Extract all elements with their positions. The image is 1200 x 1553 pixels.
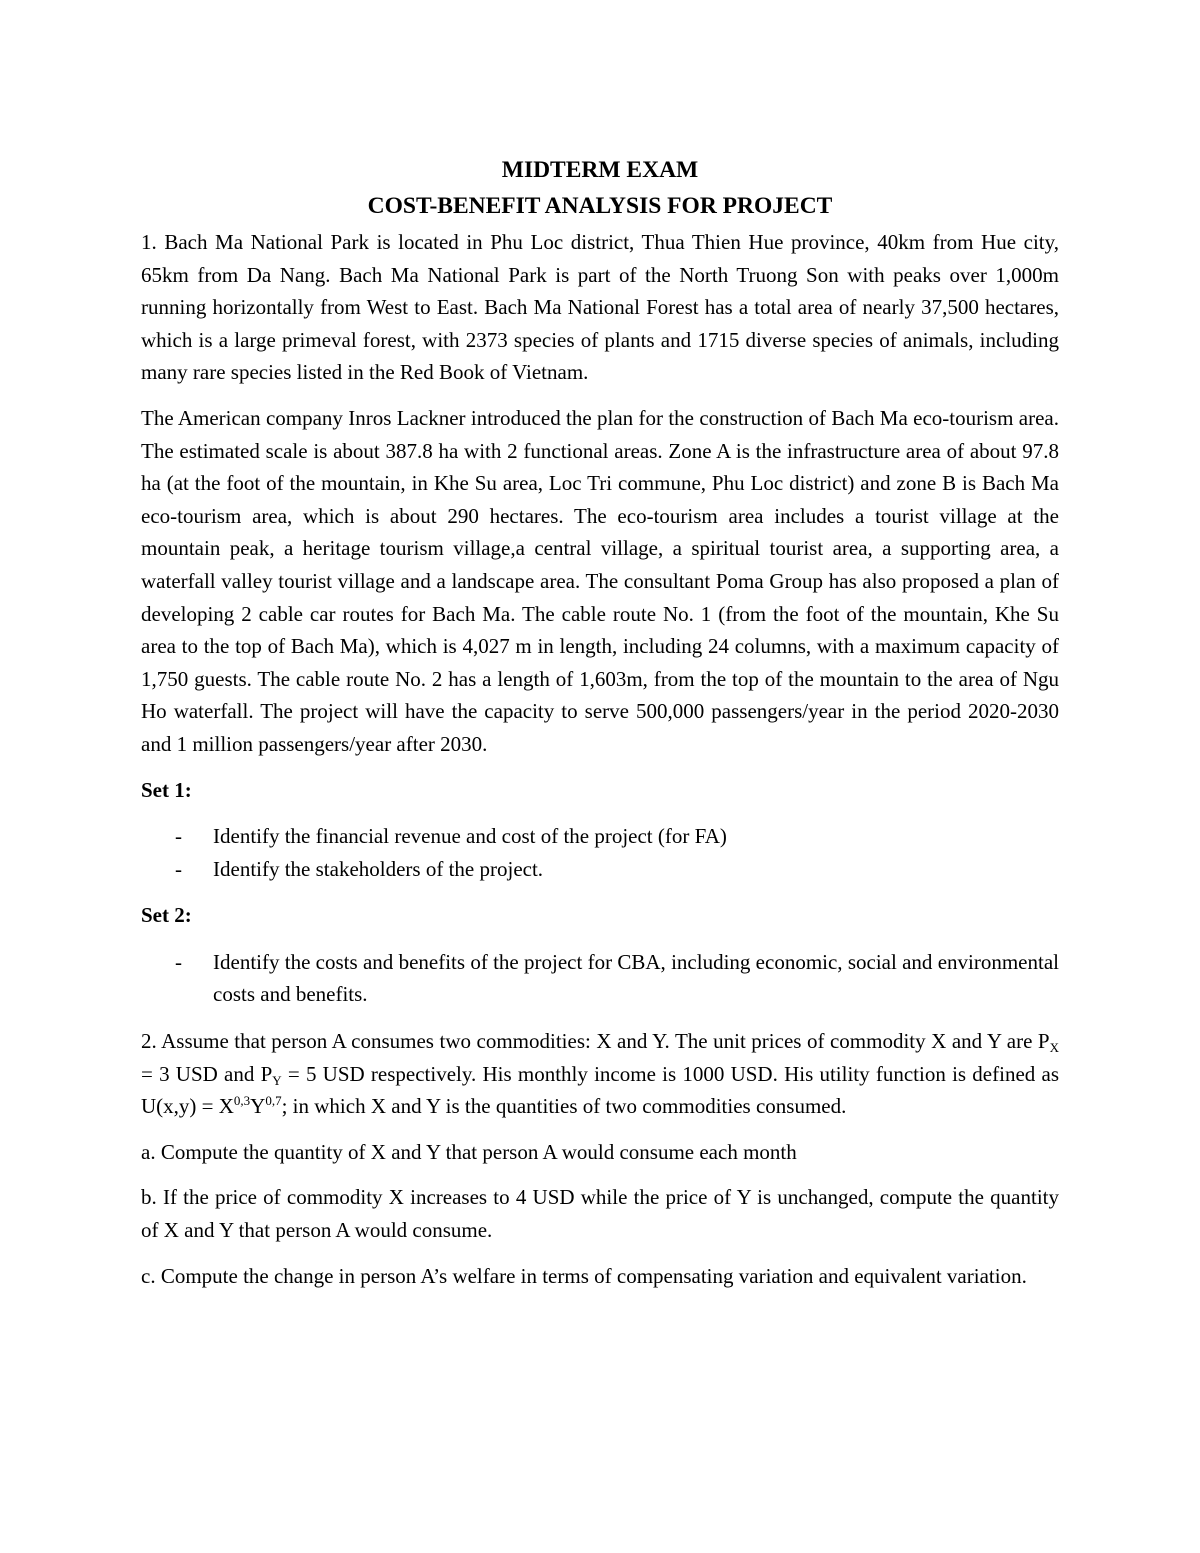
- dash-bullet: -: [175, 824, 182, 849]
- list-item: [141, 946, 1059, 1011]
- exponent-y: 0,7: [265, 1093, 282, 1109]
- set-1-heading: Set 1:: [141, 777, 192, 802]
- question-2-text-a: 2. Assume that person A consumes two commodities: X and Y. The unit prices of commodity X and Y are P: [141, 1029, 1050, 1054]
- question-1-intro: 1. Bach Ma National Park is located in Phu Loc district, Thua Thien Hue province, 40km from Hue city, 65km from Da Nang. Bach Ma National Park is part of the North Truong Son with peaks over 1,000m running horizontally from West to East. Bach Ma National Forest has a total area of nearly 37,500 hectares, which is a large primeval forest, with 2373 species of plants and 1715 diverse species of animals, including many rare species listed in the Red Book of Vietnam.: [141, 230, 1059, 385]
- dash-bullet: -: [175, 949, 182, 974]
- question-2-part-c: c. Compute the change in person A’s welfare in terms of compensating variation and equivalent variation.: [141, 1263, 1027, 1288]
- exam-subtitle: COST-BENEFIT ANALYSIS FOR PROJECT: [367, 193, 833, 219]
- list-item-text: Identify the financial revenue and cost of the project (for FA): [213, 824, 727, 849]
- question-2-intro: [141, 1025, 1059, 1123]
- question-2-part-a: a. Compute the quantity of X and Y that person A would consume each month: [141, 1139, 797, 1164]
- question-2-text-d: Y: [250, 1094, 266, 1119]
- set-2-heading: Set 2:: [141, 903, 192, 928]
- list-item-text: Identify the stakeholders of the project.: [213, 856, 544, 881]
- price-y-subscript: Y: [272, 1072, 282, 1088]
- question-1-body: The American company Inros Lackner introduced the plan for the construction of Bach Ma eco-tourism area. The estimated scale is about 387.8 ha with 2 functional areas. Zone A is the infrastructure area of about 97.8 ha (at the foot of the mountain, in Khe Su area, Loc Tri commune, Phu Loc district) and zone B is Bach Ma eco-tourism area, which is about 290 hectares. The eco-tourism area includes a tourist village at the mountain peak, a heritage tourism village,a central village, a spiritual tourist area, a supporting area, a waterfall valley tourist village and a landscape area. The consultant Poma Group has also proposed a plan of developing 2 cable car routes for Bach Ma. The cable route No. 1 (from the foot of the mountain, Khe Su area to the top of Bach Ma), which is 4,027 m in length, including 24 columns, with a maximum capacity of 1,750 guests. The cable route No. 2 has a length of 1,603m, from the top of the mountain to the area of Ngu Ho waterfall. The project will have the capacity to serve 500,000 passengers/year in the period 2020-2030 and 1 million passengers/year after 2030.: [141, 405, 1059, 756]
- question-2-part-b: b. If the price of commodity X increases to 4 USD while the price of Y is unchanged, compute the quantity of X and Y that person A would consume.: [141, 1185, 1059, 1243]
- list-item: [141, 853, 1059, 886]
- list-item: [141, 820, 1059, 853]
- exam-title: MIDTERM EXAM: [501, 157, 699, 183]
- question-2-text-c: = 5 USD respectively. His monthly income is 1000 USD. His utility function is defined as U(x,y) = X: [141, 1061, 1059, 1119]
- question-2-text-e: ; in which X and Y is the quantities of two commodities consumed.: [281, 1094, 847, 1119]
- exponent-x: 0,3: [233, 1093, 251, 1109]
- question-2-text-b: = 3 USD and P: [141, 1061, 273, 1086]
- price-x-subscript: X: [1049, 1040, 1059, 1056]
- dash-bullet: -: [175, 856, 182, 881]
- list-item-text: Identify the costs and benefits of the project for CBA, including economic, social and environmental costs and benefits.: [213, 949, 1059, 1007]
- set-1-list: [141, 820, 1059, 885]
- exam-page: [141, 152, 1059, 1305]
- set-2-list: [141, 946, 1059, 1011]
